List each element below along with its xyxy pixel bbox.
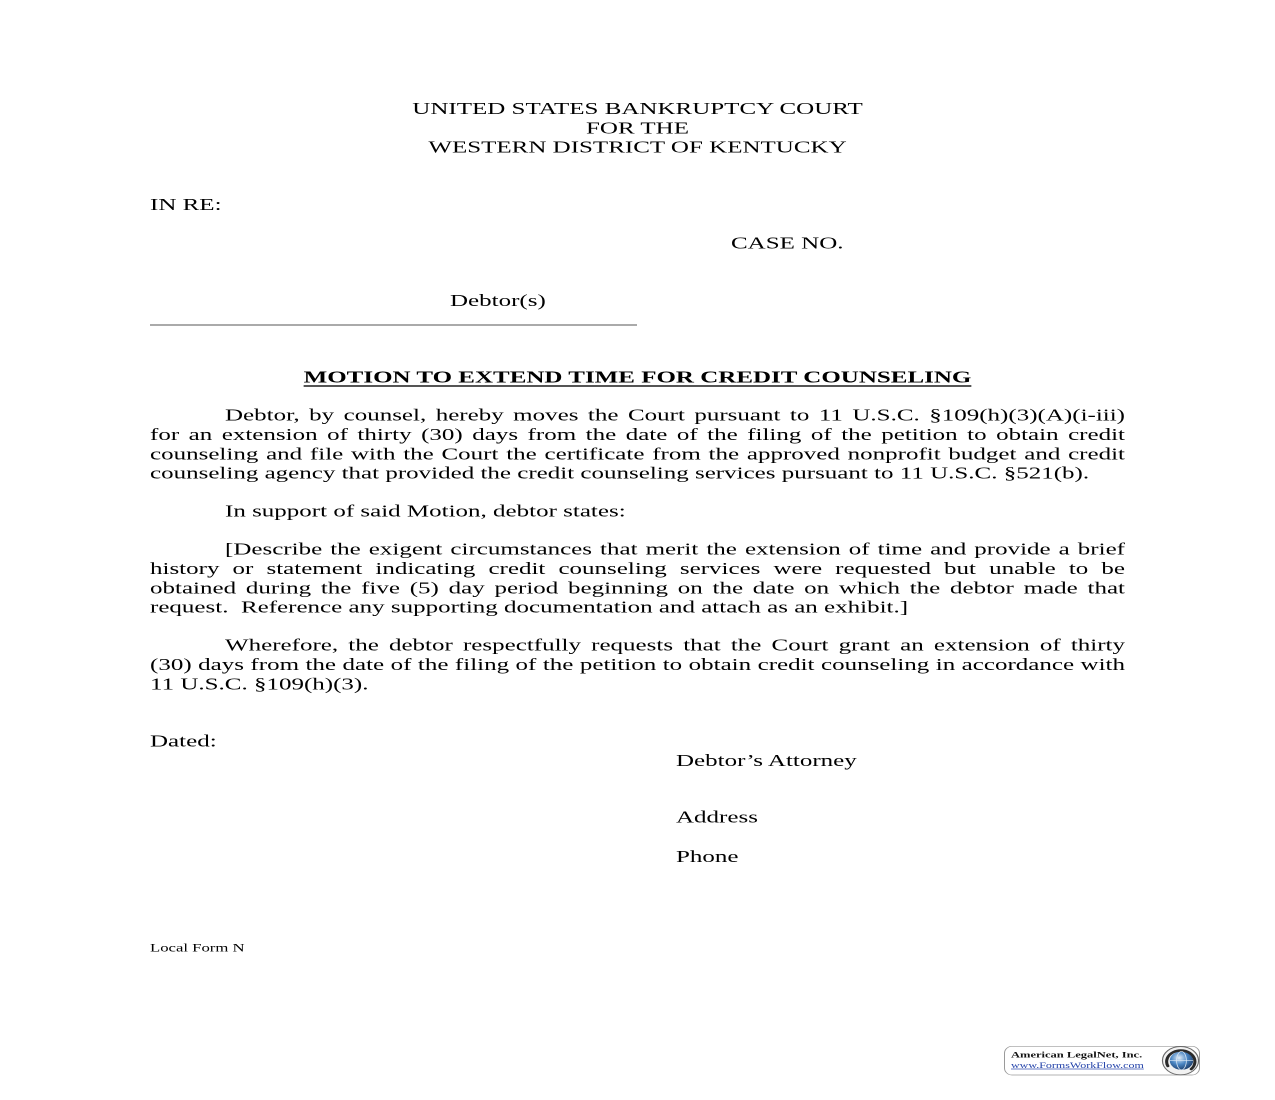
paragraph-line: history or statement indicating credit counseling services were requested but unable to be xyxy=(150,560,1125,578)
paragraph-line: counseling and file with the Court the certificate from the approved nonprofit budget and credit xyxy=(150,445,1125,464)
case-number-label: CASE NO. xyxy=(731,234,844,253)
website-link[interactable]: www.FormsWorkFlow.com xyxy=(1011,1060,1144,1070)
paragraph-line: Debtor, by counsel, hereby moves the Court pursuant to 11 U.S.C. §109(h)(3)(A)(i-iii) xyxy=(225,406,1125,425)
debtor-label: Debtor(s) xyxy=(450,292,546,310)
caption-divider xyxy=(150,325,637,326)
paragraph-line: for an extension of thirty (30) days from the date of the filing of the petition to obtain credit xyxy=(150,426,1125,444)
phone-label: Phone xyxy=(676,848,739,866)
paragraph-line: Wherefore, the debtor respectfully requests that the Court grant an extension of thirty xyxy=(225,636,1125,655)
paragraph-line: [Describe the exigent circumstances that merit the extension of time and provide a brief xyxy=(225,540,1125,559)
paragraph-line: counseling agency that provided the credit counseling services pursuant to 11 U.S.C. §521(b). xyxy=(150,464,1090,483)
motion-title: MOTION TO EXTEND TIME FOR CREDIT COUNSELING xyxy=(303,368,972,387)
paragraph-line: obtained during the five (5) day period beginning on the date on which the debtor made that xyxy=(150,579,1125,598)
paragraph-line: (30) days from the date of the filing of the petition to obtain credit counseling in accordance with xyxy=(150,656,1125,674)
paragraph-line: request. Reference any supporting documentation and attach as an exhibit.] xyxy=(150,598,909,617)
company-name: American LegalNet, Inc. xyxy=(1011,1050,1143,1060)
attorney-label: Debtor’s Attorney xyxy=(676,752,857,770)
form-label: Local Form N xyxy=(150,941,245,954)
dated-label: Dated: xyxy=(150,732,217,751)
globe-logo-icon xyxy=(1161,1045,1200,1076)
paragraph-line: In support of said Motion, debtor states: xyxy=(225,502,626,521)
court-name: UNITED STATES BANKRUPTCY COURT xyxy=(412,100,863,118)
court-district: WESTERN DISTRICT OF KENTUCKY xyxy=(428,138,847,157)
court-for-the: FOR THE xyxy=(585,119,690,138)
paragraph-line: 11 U.S.C. §109(h)(3). xyxy=(150,675,369,694)
in-re-label: IN RE: xyxy=(150,196,222,214)
address-label: Address xyxy=(676,808,758,827)
